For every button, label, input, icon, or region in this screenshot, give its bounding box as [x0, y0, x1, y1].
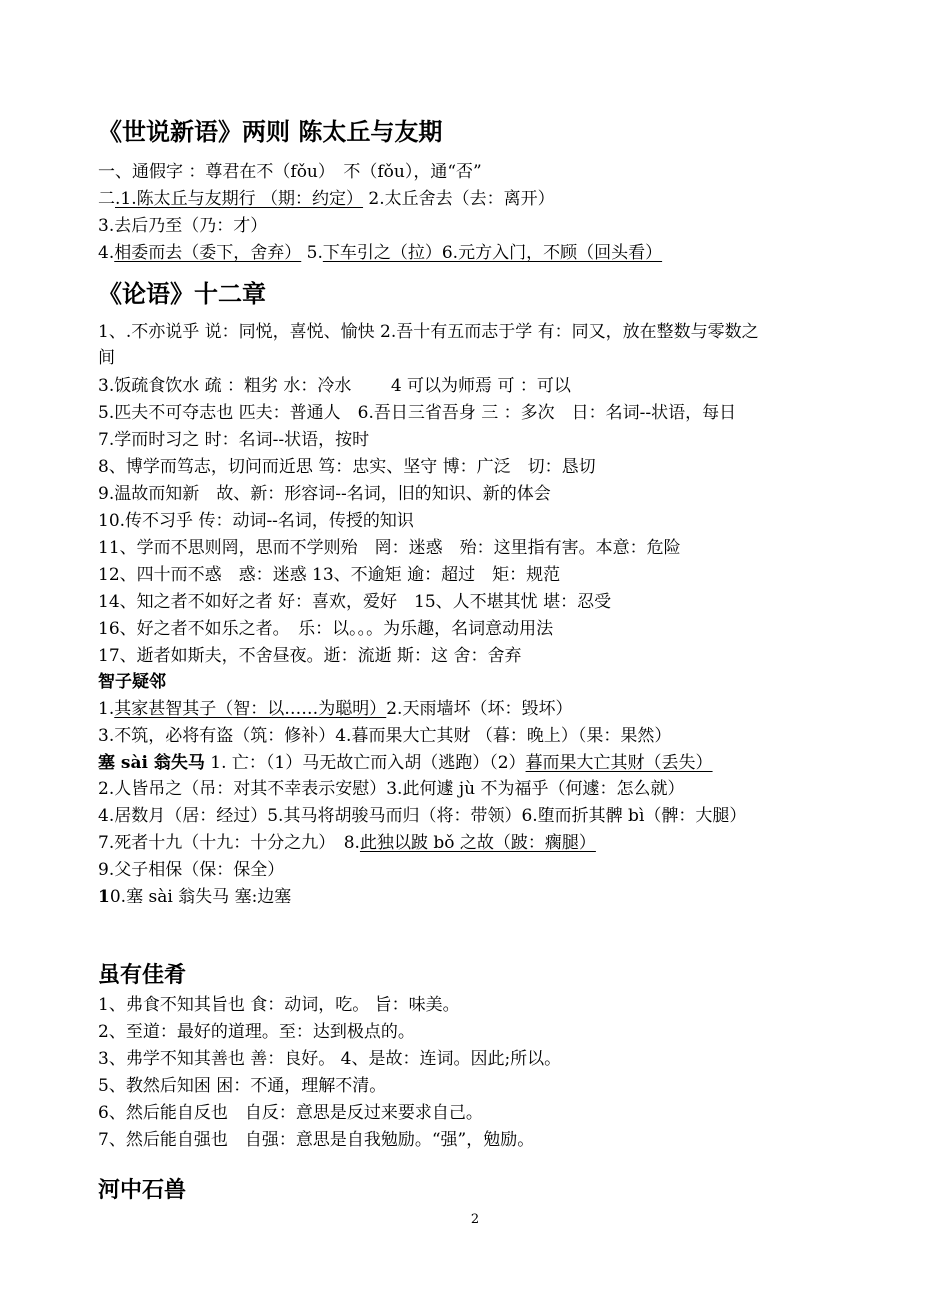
text-line: 1、弗食不知其旨也 食：动词，吃。 旨：味美。	[98, 995, 460, 1015]
text-line: 10.传不习乎 传：动词--名词，传授的知识	[98, 511, 414, 531]
text-span: 7.死者十九（十九：十分之九） 8.	[98, 833, 360, 853]
text-line	[98, 831, 596, 855]
text-line: 1、.不亦说乎 说：同悦，喜悦、愉快 2.吾十有五而志于学 有：同又，放在整数与零数之	[98, 322, 759, 342]
underlined-text: 此独以跛 bǒ 之故（跛：瘸腿）	[359, 833, 596, 853]
section-title-shishou: 河中石兽	[98, 1178, 187, 1203]
text-line: 3.饭疏食饮水 疏 ：粗劣 水：冷水 4 可以为师焉 可 ：可以	[98, 376, 571, 396]
text-line: 4.居数月（居：经过）5.其马将胡骏马而归（将：带领）6.堕而折其髀 bì（髀：大腿）	[98, 806, 747, 826]
underlined-text: 相委而去（委下，舍弃）	[114, 243, 302, 263]
text-line: 8、博学而笃志，切问而近思 笃：忠实、坚守 博：广泛 切：恳切	[98, 457, 596, 477]
text-line: 16、好之者不如乐之者。 乐：以。。。为乐趣，名词意动用法	[98, 619, 554, 639]
underlined-text: 其家甚智其子（智：以……为聪明）	[114, 699, 387, 719]
section-title-shishuo: 《世说新语》两则 陈太丘与友期	[98, 118, 443, 146]
text-span: 2.天雨墙坏（坏：毁坏）	[386, 699, 573, 719]
text-line	[98, 697, 572, 721]
text-line: 一、通假字 ：尊君在不（fǒu） 不（fǒu），通“否”	[98, 162, 482, 182]
section-title-zhizi: 智子疑邻	[98, 672, 166, 692]
underlined-text: 下车引之（拉）6.元方入门，不顾（回头看）	[322, 243, 663, 263]
text-span: 2.太丘舍去（去：离开）	[363, 189, 555, 209]
text-line: 2.人皆吊之（吊：对其不幸表示安慰）3.此何遽 jù 不为福乎（何遽：怎么就）	[98, 779, 685, 799]
text-span: 1.	[98, 699, 115, 719]
text-line: 11、学而不思则罔，思而不学则殆 罔：迷惑 殆：这里指有害。本意：危险	[98, 538, 681, 558]
underlined-text: .1.陈太丘与友期行 （期：约定）	[115, 189, 364, 209]
text-span: 1	[98, 887, 110, 907]
text-line: 7、然后能自强也 自强：意思是自我勉励。“强”，勉励。	[98, 1130, 535, 1150]
section-title-lunyu: 《论语》十二章	[98, 280, 266, 308]
text-line: 9.父子相保（保：保全）	[98, 860, 285, 880]
text-line: 9.温故而知新 故、新：形容词--名词，旧的知识、新的体会	[98, 484, 551, 504]
text-line: 3、弗学不知其善也 善：良好。 4、是故：连词。因此;所以。	[98, 1049, 562, 1069]
text-line: 5.匹夫不可夺志也 匹夫：普通人 6.吾日三省吾身 三 ：多次 日：名词--状语，每日	[98, 403, 737, 423]
text-span: 4.	[98, 243, 115, 263]
text-span: 1. 亡：（1）马无故亡而入胡（逃跑）（2）	[204, 753, 526, 773]
page-number: 2	[470, 1212, 480, 1227]
text-line	[98, 241, 662, 265]
text-line: 2、至道：最好的道理。至：达到极点的。	[98, 1022, 415, 1042]
text-line: 12、四十而不惑 惑：迷惑 13、不逾矩 逾：超过 矩：规范	[98, 565, 561, 585]
text-line: 5、教然后知困 困：不通，理解不清。	[98, 1076, 387, 1096]
text-line	[98, 187, 555, 211]
text-line: 间	[98, 348, 115, 368]
section-title-saiweng: 塞 sài 翁失马	[98, 753, 205, 773]
text-line: 3.去后乃至（乃：才）	[98, 216, 268, 236]
text-line: 6、然后能自反也 自反：意思是反过来要求自己。	[98, 1103, 483, 1123]
text-line: 3.不筑，必将有盗（筑：修补）4.暮而果大亡其财 （暮：晚上）（果：果然）	[98, 726, 672, 746]
text-line	[98, 751, 713, 775]
text-span: 5.	[301, 243, 323, 263]
section-title-jiayao: 虽有佳肴	[98, 963, 187, 988]
text-line: 14、知之者不如好之者 好：喜欢，爱好 15、人不堪其忧 堪：忍受	[98, 592, 612, 612]
text-line	[98, 885, 291, 909]
text-line: 7.学而时习之 时：名词--状语，按时	[98, 430, 370, 450]
text-line: 17、逝者如斯夫，不舍昼夜。逝：流逝 斯：这 舍：舍弃	[98, 646, 522, 666]
text-span: 0.塞 sài 翁失马 塞:边塞	[109, 887, 292, 907]
text-span: 二	[98, 189, 115, 209]
underlined-text: 暮而果大亡其财（丢失）	[525, 753, 713, 773]
